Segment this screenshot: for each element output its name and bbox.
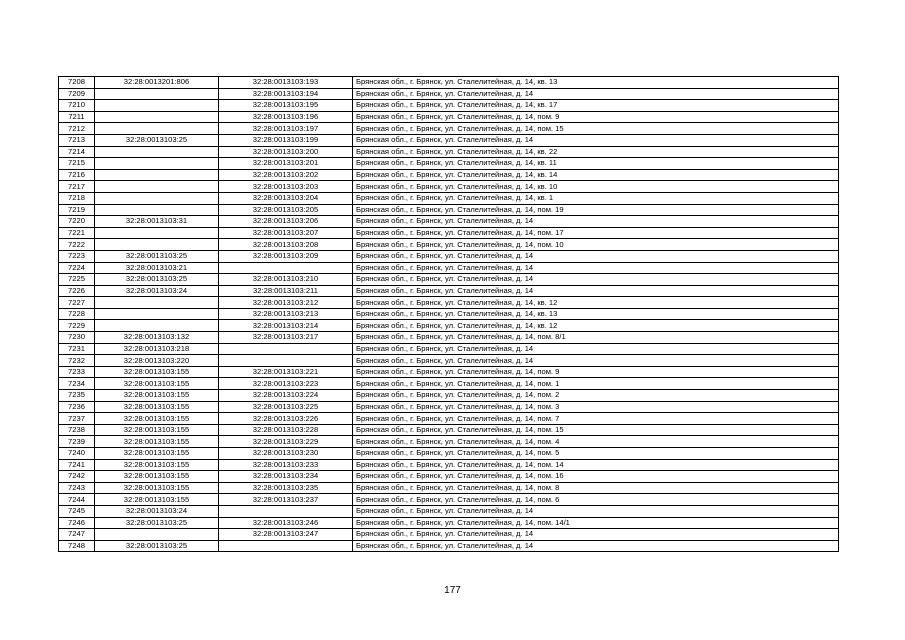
- parent-cadastral-number-cell: [95, 239, 219, 251]
- address-cell: Брянская обл., г. Брянск, ул. Сталелитейная, д. 14: [353, 88, 839, 100]
- cadastral-number-cell: 32:28:0013103:214: [219, 320, 353, 332]
- address-cell: Брянская обл., г. Брянск, ул. Сталелитейная, д. 14, кв. 13: [353, 77, 839, 89]
- cadastral-number-cell: 32:28:0013103:225: [219, 401, 353, 413]
- address-cell: Брянская обл., г. Брянск, ул. Сталелитейная, д. 14, пом. 14: [353, 459, 839, 471]
- parent-cadastral-number-cell: [95, 158, 219, 170]
- table-row: [59, 424, 839, 436]
- table-row: [59, 401, 839, 413]
- cadastral-number-cell: 32:28:0013103:194: [219, 88, 353, 100]
- parent-cadastral-number-cell: 32:28:0013103:155: [95, 471, 219, 483]
- address-cell: Брянская обл., г. Брянск, ул. Сталелитейная, д. 14, пом. 6: [353, 494, 839, 506]
- row-number-cell: 7222: [59, 239, 95, 251]
- table-row: [59, 390, 839, 402]
- table-row: [59, 482, 839, 494]
- cadastral-number-cell: 32:28:0013103:223: [219, 378, 353, 390]
- cadastral-number-cell: 32:28:0013103:193: [219, 77, 353, 89]
- parent-cadastral-number-cell: 32:28:0013103:155: [95, 366, 219, 378]
- row-number-cell: 7246: [59, 517, 95, 529]
- cadastral-number-cell: [219, 262, 353, 274]
- cadastral-number-cell: 32:28:0013103:202: [219, 169, 353, 181]
- cadastral-number-cell: 32:28:0013103:217: [219, 332, 353, 344]
- row-number-cell: 7241: [59, 459, 95, 471]
- cadastral-table: [58, 76, 839, 552]
- table-row: [59, 529, 839, 541]
- parent-cadastral-number-cell: 32:28:0013103:24: [95, 505, 219, 517]
- parent-cadastral-number-cell: 32:28:0013103:25: [95, 540, 219, 552]
- parent-cadastral-number-cell: 32:28:0013103:25: [95, 134, 219, 146]
- table-row: [59, 250, 839, 262]
- row-number-cell: 7229: [59, 320, 95, 332]
- row-number-cell: 7239: [59, 436, 95, 448]
- table-row: [59, 297, 839, 309]
- parent-cadastral-number-cell: 32:28:0013103:25: [95, 274, 219, 286]
- row-number-cell: 7223: [59, 250, 95, 262]
- address-cell: Брянская обл., г. Брянск, ул. Сталелитейная, д. 14: [353, 285, 839, 297]
- cadastral-number-cell: 32:28:0013103:197: [219, 123, 353, 135]
- row-number-cell: 7244: [59, 494, 95, 506]
- cadastral-number-cell: 32:28:0013103:210: [219, 274, 353, 286]
- parent-cadastral-number-cell: 32:28:0013103:155: [95, 482, 219, 494]
- address-cell: Брянская обл., г. Брянск, ул. Сталелитейная, д. 14, кв. 22: [353, 146, 839, 158]
- address-cell: Брянская обл., г. Брянск, ул. Сталелитейная, д. 14, пом. 9: [353, 366, 839, 378]
- parent-cadastral-number-cell: 32:28:0013103:31: [95, 216, 219, 228]
- table-body: [59, 77, 839, 552]
- parent-cadastral-number-cell: 32:28:0013103:155: [95, 413, 219, 425]
- table-row: [59, 308, 839, 320]
- address-cell: Брянская обл., г. Брянск, ул. Сталелитейная, д. 14, кв. 11: [353, 158, 839, 170]
- row-number-cell: 7212: [59, 123, 95, 135]
- table-row: [59, 227, 839, 239]
- cadastral-number-cell: 32:28:0013103:196: [219, 111, 353, 123]
- address-cell: Брянская обл., г. Брянск, ул. Сталелитейная, д. 14: [353, 343, 839, 355]
- parent-cadastral-number-cell: [95, 88, 219, 100]
- parent-cadastral-number-cell: 32:28:0013103:132: [95, 332, 219, 344]
- address-cell: Брянская обл., г. Брянск, ул. Сталелитейная, д. 14, кв. 14: [353, 169, 839, 181]
- cadastral-number-cell: 32:28:0013103:207: [219, 227, 353, 239]
- table-row: [59, 378, 839, 390]
- row-number-cell: 7211: [59, 111, 95, 123]
- parent-cadastral-number-cell: [95, 181, 219, 193]
- row-number-cell: 7234: [59, 378, 95, 390]
- cadastral-number-cell: 32:28:0013103:233: [219, 459, 353, 471]
- cadastral-number-cell: 32:28:0013103:235: [219, 482, 353, 494]
- table-row: [59, 123, 839, 135]
- parent-cadastral-number-cell: 32:28:0013103:21: [95, 262, 219, 274]
- table-row: [59, 77, 839, 89]
- address-cell: Брянская обл., г. Брянск, ул. Сталелитейная, д. 14: [353, 134, 839, 146]
- row-number-cell: 7218: [59, 192, 95, 204]
- table-row: [59, 494, 839, 506]
- row-number-cell: 7248: [59, 540, 95, 552]
- address-cell: Брянская обл., г. Брянск, ул. Сталелитейная, д. 14: [353, 274, 839, 286]
- table-row: [59, 285, 839, 297]
- cadastral-number-cell: [219, 355, 353, 367]
- address-cell: Брянская обл., г. Брянск, ул. Сталелитейная, д. 14, пом. 8/1: [353, 332, 839, 344]
- row-number-cell: 7231: [59, 343, 95, 355]
- cadastral-number-cell: 32:28:0013103:228: [219, 424, 353, 436]
- table-row: [59, 448, 839, 460]
- address-cell: Брянская обл., г. Брянск, ул. Сталелитейная, д. 14, пом. 15: [353, 424, 839, 436]
- table-row: [59, 366, 839, 378]
- cadastral-number-cell: 32:28:0013103:237: [219, 494, 353, 506]
- address-cell: Брянская обл., г. Брянск, ул. Сталелитейная, д. 14: [353, 355, 839, 367]
- parent-cadastral-number-cell: [95, 111, 219, 123]
- cadastral-number-cell: 32:28:0013103:205: [219, 204, 353, 216]
- cadastral-number-cell: [219, 343, 353, 355]
- row-number-cell: 7237: [59, 413, 95, 425]
- cadastral-number-cell: 32:28:0013103:206: [219, 216, 353, 228]
- row-number-cell: 7220: [59, 216, 95, 228]
- parent-cadastral-number-cell: [95, 227, 219, 239]
- parent-cadastral-number-cell: [95, 100, 219, 112]
- parent-cadastral-number-cell: [95, 192, 219, 204]
- row-number-cell: 7236: [59, 401, 95, 413]
- row-number-cell: 7243: [59, 482, 95, 494]
- cadastral-number-cell: 32:28:0013103:199: [219, 134, 353, 146]
- cadastral-number-cell: 32:28:0013103:246: [219, 517, 353, 529]
- parent-cadastral-number-cell: 32:28:0013103:155: [95, 436, 219, 448]
- address-cell: Брянская обл., г. Брянск, ул. Сталелитейная, д. 14, кв. 1: [353, 192, 839, 204]
- parent-cadastral-number-cell: 32:28:0013103:220: [95, 355, 219, 367]
- table-row: [59, 517, 839, 529]
- table-row: [59, 459, 839, 471]
- address-cell: Брянская обл., г. Брянск, ул. Сталелитейная, д. 14: [353, 250, 839, 262]
- address-cell: Брянская обл., г. Брянск, ул. Сталелитейная, д. 14: [353, 529, 839, 541]
- row-number-cell: 7225: [59, 274, 95, 286]
- address-cell: Брянская обл., г. Брянск, ул. Сталелитейная, д. 14, пом. 8: [353, 482, 839, 494]
- parent-cadastral-number-cell: 32:28:0013103:24: [95, 285, 219, 297]
- address-cell: Брянская обл., г. Брянск, ул. Сталелитейная, д. 14, кв. 12: [353, 297, 839, 309]
- row-number-cell: 7219: [59, 204, 95, 216]
- address-cell: Брянская обл., г. Брянск, ул. Сталелитейная, д. 14, пом. 1: [353, 378, 839, 390]
- table-row: [59, 262, 839, 274]
- row-number-cell: 7224: [59, 262, 95, 274]
- row-number-cell: 7233: [59, 366, 95, 378]
- address-cell: Брянская обл., г. Брянск, ул. Сталелитейная, д. 14, пом. 19: [353, 204, 839, 216]
- table-row: [59, 471, 839, 483]
- parent-cadastral-number-cell: 32:28:0013103:155: [95, 424, 219, 436]
- cadastral-number-cell: 32:28:0013103:229: [219, 436, 353, 448]
- cadastral-number-cell: [219, 505, 353, 517]
- address-cell: Брянская обл., г. Брянск, ул. Сталелитейная, д. 14, пом. 7: [353, 413, 839, 425]
- address-cell: Брянская обл., г. Брянск, ул. Сталелитейная, д. 14, пом. 3: [353, 401, 839, 413]
- row-number-cell: 7216: [59, 169, 95, 181]
- row-number-cell: 7214: [59, 146, 95, 158]
- row-number-cell: 7210: [59, 100, 95, 112]
- table-row: [59, 505, 839, 517]
- address-cell: Брянская обл., г. Брянск, ул. Сталелитейная, д. 14, пом. 9: [353, 111, 839, 123]
- address-cell: Брянская обл., г. Брянск, ул. Сталелитейная, д. 14, пом. 14/1: [353, 517, 839, 529]
- table-row: [59, 239, 839, 251]
- row-number-cell: 7208: [59, 77, 95, 89]
- row-number-cell: 7242: [59, 471, 95, 483]
- table-row: [59, 216, 839, 228]
- cadastral-number-cell: 32:28:0013103:200: [219, 146, 353, 158]
- page-number: 177: [444, 585, 461, 596]
- cadastral-number-cell: 32:28:0013103:247: [219, 529, 353, 541]
- parent-cadastral-number-cell: [95, 529, 219, 541]
- address-cell: Брянская обл., г. Брянск, ул. Сталелитейная, д. 14, пом. 2: [353, 390, 839, 402]
- row-number-cell: 7238: [59, 424, 95, 436]
- table-row: [59, 181, 839, 193]
- cadastral-number-cell: 32:28:0013103:221: [219, 366, 353, 378]
- row-number-cell: 7247: [59, 529, 95, 541]
- table-row: [59, 134, 839, 146]
- row-number-cell: 7217: [59, 181, 95, 193]
- address-cell: Брянская обл., г. Брянск, ул. Сталелитейная, д. 14, пом. 15: [353, 123, 839, 135]
- row-number-cell: 7232: [59, 355, 95, 367]
- cadastral-number-cell: 32:28:0013103:195: [219, 100, 353, 112]
- table-row: [59, 88, 839, 100]
- address-cell: Брянская обл., г. Брянск, ул. Сталелитейная, д. 14, пом. 10: [353, 239, 839, 251]
- row-number-cell: 7221: [59, 227, 95, 239]
- parent-cadastral-number-cell: [95, 297, 219, 309]
- address-cell: Брянская обл., г. Брянск, ул. Сталелитейная, д. 14, кв. 13: [353, 308, 839, 320]
- cadastral-number-cell: 32:28:0013103:213: [219, 308, 353, 320]
- table-row: [59, 343, 839, 355]
- table-row: [59, 192, 839, 204]
- parent-cadastral-number-cell: [95, 320, 219, 332]
- parent-cadastral-number-cell: [95, 146, 219, 158]
- row-number-cell: 7245: [59, 505, 95, 517]
- parent-cadastral-number-cell: 32:28:0013103:155: [95, 494, 219, 506]
- parent-cadastral-number-cell: [95, 308, 219, 320]
- row-number-cell: 7230: [59, 332, 95, 344]
- parent-cadastral-number-cell: [95, 204, 219, 216]
- parent-cadastral-number-cell: 32:28:0013103:25: [95, 517, 219, 529]
- cadastral-number-cell: 32:28:0013103:208: [219, 239, 353, 251]
- table-row: [59, 413, 839, 425]
- row-number-cell: 7227: [59, 297, 95, 309]
- row-number-cell: 7228: [59, 308, 95, 320]
- table-row: [59, 158, 839, 170]
- parent-cadastral-number-cell: 32:28:0013103:155: [95, 448, 219, 460]
- row-number-cell: 7215: [59, 158, 95, 170]
- address-cell: Брянская обл., г. Брянск, ул. Сталелитейная, д. 14, кв. 10: [353, 181, 839, 193]
- cadastral-number-cell: 32:28:0013103:209: [219, 250, 353, 262]
- table-row: [59, 169, 839, 181]
- address-cell: Брянская обл., г. Брянск, ул. Сталелитейная, д. 14, кв. 17: [353, 100, 839, 112]
- parent-cadastral-number-cell: 32:28:0013201:806: [95, 77, 219, 89]
- table-row: [59, 436, 839, 448]
- cadastral-number-cell: [219, 540, 353, 552]
- row-number-cell: 7240: [59, 448, 95, 460]
- address-cell: Брянская обл., г. Брянск, ул. Сталелитейная, д. 14: [353, 540, 839, 552]
- address-cell: Брянская обл., г. Брянск, ул. Сталелитейная, д. 14, пом. 16: [353, 471, 839, 483]
- address-cell: Брянская обл., г. Брянск, ул. Сталелитейная, д. 14: [353, 505, 839, 517]
- table-row: [59, 332, 839, 344]
- table-row: [59, 204, 839, 216]
- row-number-cell: 7209: [59, 88, 95, 100]
- address-cell: Брянская обл., г. Брянск, ул. Сталелитейная, д. 14, кв. 12: [353, 320, 839, 332]
- parent-cadastral-number-cell: 32:28:0013103:155: [95, 401, 219, 413]
- address-cell: Брянская обл., г. Брянск, ул. Сталелитейная, д. 14, пом. 17: [353, 227, 839, 239]
- parent-cadastral-number-cell: [95, 169, 219, 181]
- address-cell: Брянская обл., г. Брянск, ул. Сталелитейная, д. 14: [353, 262, 839, 274]
- cadastral-number-cell: 32:28:0013103:203: [219, 181, 353, 193]
- parent-cadastral-number-cell: 32:28:0013103:155: [95, 390, 219, 402]
- cadastral-number-cell: 32:28:0013103:224: [219, 390, 353, 402]
- cadastral-number-cell: 32:28:0013103:234: [219, 471, 353, 483]
- table-row: [59, 274, 839, 286]
- address-cell: Брянская обл., г. Брянск, ул. Сталелитейная, д. 14, пом. 5: [353, 448, 839, 460]
- row-number-cell: 7235: [59, 390, 95, 402]
- address-cell: Брянская обл., г. Брянск, ул. Сталелитейная, д. 14: [353, 216, 839, 228]
- cadastral-number-cell: 32:28:0013103:230: [219, 448, 353, 460]
- parent-cadastral-number-cell: [95, 123, 219, 135]
- parent-cadastral-number-cell: 32:28:0013103:155: [95, 378, 219, 390]
- row-number-cell: 7226: [59, 285, 95, 297]
- table-row: [59, 100, 839, 112]
- cadastral-number-cell: 32:28:0013103:212: [219, 297, 353, 309]
- cadastral-number-cell: 32:28:0013103:201: [219, 158, 353, 170]
- table-row: [59, 320, 839, 332]
- parent-cadastral-number-cell: 32:28:0013103:25: [95, 250, 219, 262]
- table-row: [59, 146, 839, 158]
- parent-cadastral-number-cell: 32:28:0013103:155: [95, 459, 219, 471]
- cadastral-number-cell: 32:28:0013103:204: [219, 192, 353, 204]
- cadastral-number-cell: 32:28:0013103:226: [219, 413, 353, 425]
- address-cell: Брянская обл., г. Брянск, ул. Сталелитейная, д. 14, пом. 4: [353, 436, 839, 448]
- table-row: [59, 355, 839, 367]
- table-row: [59, 540, 839, 552]
- row-number-cell: 7213: [59, 134, 95, 146]
- cadastral-number-cell: 32:28:0013103:211: [219, 285, 353, 297]
- parent-cadastral-number-cell: 32:28:0013103:218: [95, 343, 219, 355]
- table-row: [59, 111, 839, 123]
